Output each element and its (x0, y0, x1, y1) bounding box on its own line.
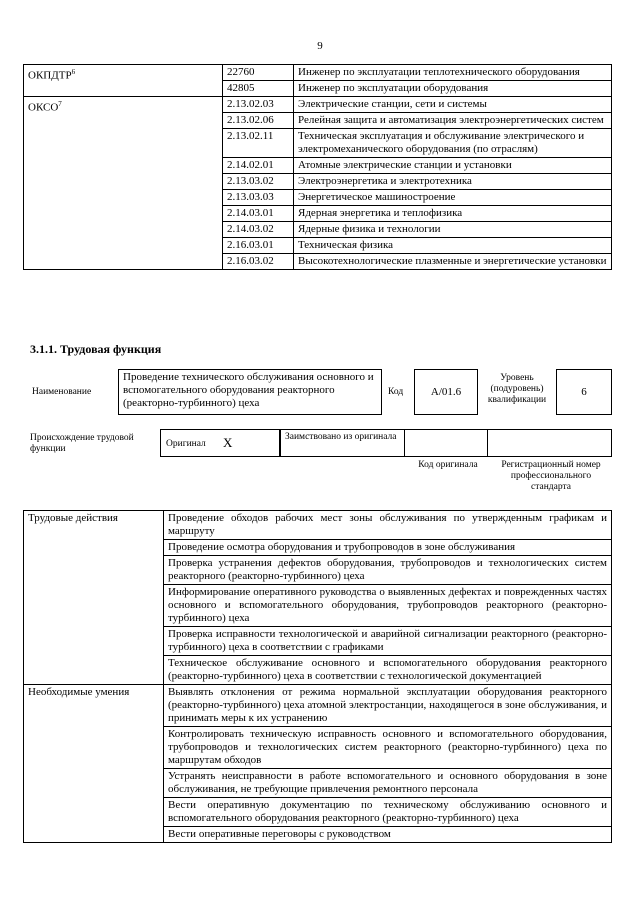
code-system-name: ОКСО (28, 101, 59, 114)
class-name-cell: Инженер по эксплуатации оборудования (294, 81, 612, 97)
detail-item-cell: Вести оперативные переговоры с руководством (164, 827, 612, 843)
class-name-cell: Инженер по эксплуатации теплотехнического оборудования (294, 65, 612, 81)
class-name-cell: Высокотехнологические плазменные и энергетические установки (294, 254, 612, 270)
borrowed-box (280, 429, 405, 457)
detail-item-cell: Проверка исправности технологической и аварийной сигнализации реакторного (реакторно-турбинного) цеха в соответствии с графиками (164, 627, 612, 656)
class-code-cell: 2.16.03.01 (223, 238, 294, 254)
code-original-box (404, 429, 488, 457)
function-details-table (23, 510, 612, 843)
detail-item-cell: Техническое обслуживание основного и вспомогательного оборудования реакторного (реакторно-турбинного) цеха в соответствии с технологической документацией (164, 656, 612, 685)
detail-row (24, 511, 612, 540)
class-code-cell: 2.14.02.01 (223, 158, 294, 174)
detail-item-cell: Информирование оперативного руководства о выявленных дефектах и поврежденных частях основного и вспомогательного оборудования, трубопроводов реакторного (реакторно-турбинного) цеха (164, 585, 612, 627)
classification-table (23, 64, 612, 270)
class-code-cell: 42805 (223, 81, 294, 97)
class-code-cell: 2.13.03.03 (223, 190, 294, 206)
code-system-cell (24, 65, 223, 97)
reg-number-label: Регистрационный номер профессионального стандарта (501, 460, 601, 492)
section-title: 3.1.1. Трудовая функция (30, 342, 162, 356)
class-code-cell: 2.13.02.06 (223, 113, 294, 129)
footnote-mark: 7 (58, 100, 62, 108)
detail-item-cell: Устранять неисправности в работе вспомогательного и основного оборудования в зоне обслуживания, не требующие привлечения ремонтного персонала (164, 769, 612, 798)
detail-item-cell: Вести оперативную документацию по техническому обслуживанию основного и вспомогательного оборудования реакторного (реакторно-турбинного) цеха (164, 798, 612, 827)
detail-row (24, 685, 612, 727)
class-code-cell: 2.14.03.02 (223, 222, 294, 238)
class-name-cell: Ядерные физика и технологии (294, 222, 612, 238)
class-name-cell: Энергетическое машиностроение (294, 190, 612, 206)
class-name-cell: Электроэнергетика и электротехника (294, 174, 612, 190)
original-box (160, 429, 280, 457)
level-value-box: 6 (556, 369, 612, 415)
class-code-cell: 2.13.02.03 (223, 97, 294, 113)
class-name-cell: Релейная защита и автоматизация электроэнергетических систем (294, 113, 612, 129)
class-code-cell: 2.13.03.02 (223, 174, 294, 190)
detail-category-cell: Трудовые действия (24, 511, 164, 685)
class-row (24, 65, 612, 81)
class-name-cell: Ядерная энергетика и теплофизика (294, 206, 612, 222)
detail-item-cell: Выявлять отклонения от режима нормальной эксплуатации оборудования реакторного (реакторно-турбинного) цеха атомной электростанции, находящегося в зоне обслуживания, и принимать меры к их устранению (164, 685, 612, 727)
class-name-cell: Атомные электрические станции и установки (294, 158, 612, 174)
code-value-box: A/01.6 (414, 369, 478, 415)
function-name-box: Проведение технического обслуживания основного и вспомогательного оборудования реакторного (реакторно-турбинного) цеха (118, 369, 382, 415)
origin-label: Происхождение трудовой функции (30, 433, 134, 454)
class-row (24, 97, 612, 113)
class-name-cell: Техническая эксплуатация и обслуживание электрического и электромеханического оборудования (по отраслям) (294, 129, 612, 158)
footnote-mark: 6 (71, 68, 76, 76)
original-mark: X (223, 435, 233, 450)
code-system-cell (24, 97, 223, 270)
detail-item-cell: Проверка устранения дефектов оборудования, трубопроводов и технологических систем реакторного (реакторно-турбинного) цеха (164, 556, 612, 585)
code-original-label: Код оригинала (418, 460, 478, 470)
name-label: Наименование (32, 387, 92, 397)
level-label: Уровень (подуровень) квалификации (487, 373, 547, 405)
detail-category-cell: Необходимые умения (24, 685, 164, 843)
detail-item-cell: Проведение обходов рабочих мест зоны обслуживания по утвержденным графикам и маршруту (164, 511, 612, 540)
class-code-cell: 2.16.03.02 (223, 254, 294, 270)
code-system-name: ОКПДТР (28, 69, 72, 82)
detail-item-cell: Контролировать техническую исправность основного и вспомогательного оборудования, трубопроводов и технологических систем реакторного (реакторно-турбинного) цеха по маршрутам обходов (164, 727, 612, 769)
class-name-cell: Электрические станции, сети и системы (294, 97, 612, 113)
borrowed-label: Заимствовано из оригинала (285, 432, 397, 442)
class-code-cell: 2.14.03.01 (223, 206, 294, 222)
code-label: Код (388, 387, 404, 397)
class-name-cell: Техническая физика (294, 238, 612, 254)
class-code-cell: 2.13.02.11 (223, 129, 294, 158)
reg-number-box (487, 429, 612, 457)
page-number: 9 (317, 40, 323, 52)
detail-item-cell: Проведение осмотра оборудования и трубопроводов в зоне обслуживания (164, 540, 612, 556)
original-label: Оригинал (166, 439, 206, 449)
class-code-cell: 22760 (223, 65, 294, 81)
